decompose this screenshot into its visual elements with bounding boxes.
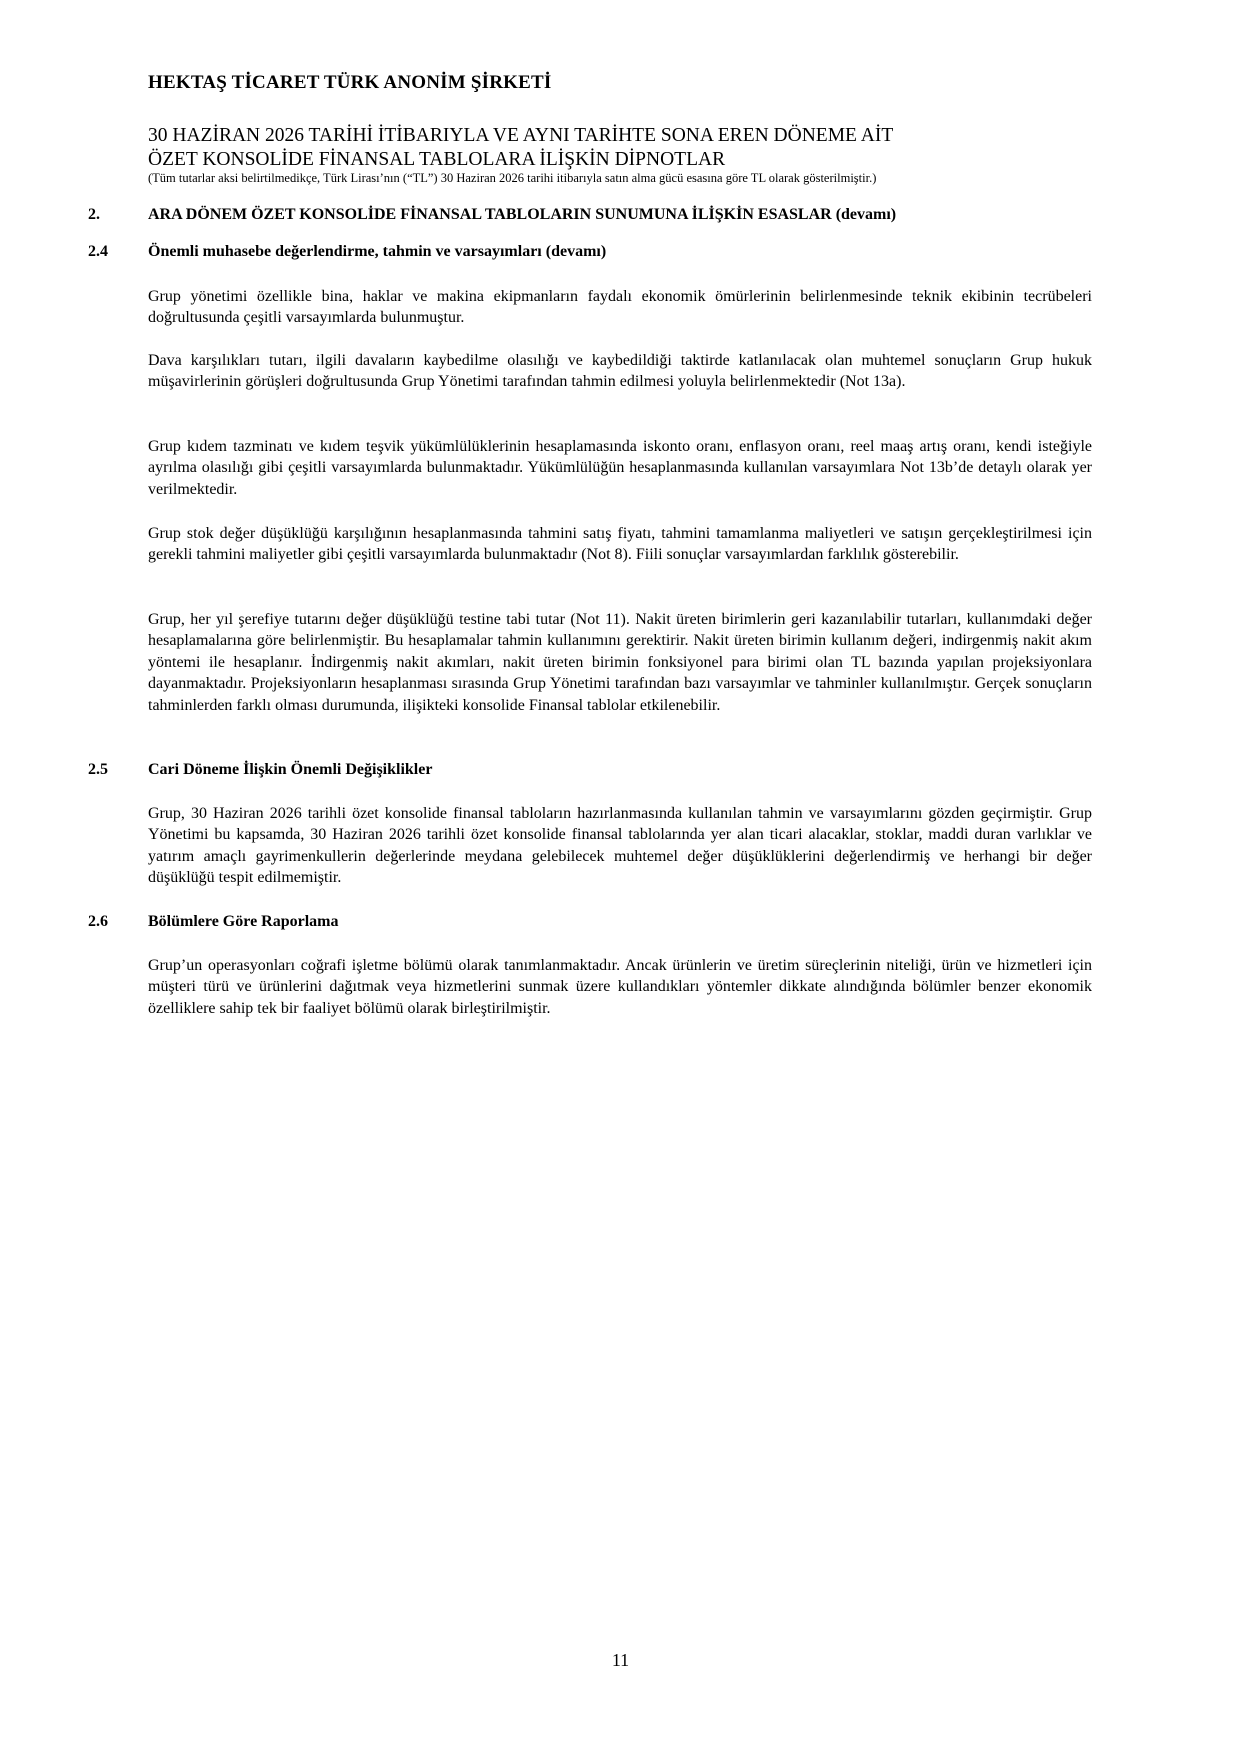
section-2-number: 2. xyxy=(88,206,100,223)
document-title-line-1: 30 HAZİRAN 2026 TARİHİ İTİBARIYLA VE AYNI TARİHTE SONA EREN DÖNEME AİT xyxy=(148,125,894,146)
section-2-6-title: Bölümlere Göre Raporlama xyxy=(148,913,339,930)
section-2-title: ARA DÖNEM ÖZET KONSOLİDE FİNANSAL TABLOLARIN SUNUMUNA İLİŞKİN ESASLAR (devamı) xyxy=(148,206,897,223)
paragraph-2-4-2: Dava karşılıkları tutarı, ilgili davaların kaybedilme olasılığı ve kaybedildiği taktirde katlanılacak olan muhtemel sonuçların Grup hukuk müşavirlerinin görüşleri doğrultusunda Grup Yönetimi tarafından tahmin edilmesi yoluyla belirlenmektedir (Not 13a). xyxy=(148,352,1092,391)
paragraph-2-4-3: Grup kıdem tazminatı ve kıdem teşvik yükümlülüklerinin hesaplamasında iskonto oranı, enflasyon oranı, reel maaş artış oranı, kendi isteğiyle ayrılma olasılığı gibi çeşitli varsayımlarda bulunmaktadır. Yükümlülüğün hesaplanmasında kullanılan varsayımlara Not 13b’de detaylı olarak yer verilmektedir. xyxy=(148,438,1092,498)
section-2-heading xyxy=(88,206,896,224)
currency-note: (Tüm tutarlar aksi belirtilmedikçe, Türk Lirası’nın (“TL”) 30 Haziran 2026 tarihi itibarıyla satın alma gücü esasına göre TL olarak gösterilmiştir.) xyxy=(148,171,877,185)
paragraph-2-6-1: Grup’un operasyonları coğrafi işletme bölümü olarak tanımlanmaktadır. Ancak ürünlerin ve üretim süreçlerinin niteliği, ürün ve hizmetleri için müşteri türü ve ürünlerini dağıtmak veya hizmetlerini sunmak üzere kullandıkları yöntemler dikkate alındığında bölümler benzer ekonomik özelliklere sahip tek bir faaliyet bölümü olarak birleştirilmiştir. xyxy=(148,957,1092,1017)
paragraph-2-4-1: Grup yönetimi özellikle bina, haklar ve makina ekipmanların faydalı ekonomik ömürlerinin belirlenmesinde teknik ekibinin tecrübeleri doğrultusunda çeşitli varsayımlarda bulunmuştur. xyxy=(148,288,1092,327)
company-name: HEKTAŞ TİCARET TÜRK ANONİM ŞİRKETİ xyxy=(148,72,552,93)
paragraph-2-5-1: Grup, 30 Haziran 2026 tarihli özet konsolide finansal tabloların hazırlanmasında kullanılan tahmin ve varsayımlarını gözden geçirmiştir. Grup Yönetimi bu kapsamda, 30 Haziran 2026 tarihli özet konsolide finansal tablolarında yer alan ticari alacaklar, stoklar, maddi duran varlıklar ve yatırım amaçlı gayrimenkullerin değerlerinde meydana gelebilecek muhtemel değer düşüklüklerini değerlendirmiş ve herhangi bir değer düşüklüğü tespit edilmemiştir. xyxy=(148,805,1092,887)
document-title-line-2: ÖZET KONSOLİDE FİNANSAL TABLOLARA İLİŞKİN DİPNOTLAR xyxy=(148,149,726,170)
section-2-5-number: 2.5 xyxy=(88,761,108,778)
document-title xyxy=(148,124,893,172)
paragraph-2-4-4: Grup stok değer düşüklüğü karşılığının hesaplanmasında tahmini satış fiyatı, tahmini tamamlanma maliyetleri ve satışın gerçekleştirilmesi için gerekli tahmini maliyetler gibi çeşitli varsayımlarda bulunmaktadır (Not 8). Fiili sonuçlar varsayımlardan farklılık gösterebilir. xyxy=(148,525,1092,564)
section-2-4-title: Önemli muhasebe değerlendirme, tahmin ve varsayımları (devamı) xyxy=(148,243,607,260)
section-2-4-number: 2.4 xyxy=(88,243,108,260)
section-2-6-heading xyxy=(88,913,339,931)
section-2-5-heading xyxy=(88,761,432,779)
paragraph-2-4-5: Grup, her yıl şerefiye tutarını değer düşüklüğü testine tabi tutar (Not 11). Nakit üreten birimlerin geri kazanılabilir tutarları, kullanımdaki değer hesaplamalarına göre belirlenmiştir. Bu hesaplamalar tahmin kullanımını gerektirir. Nakit üreten birimin kullanım değeri, indirgenmiş nakit akım yöntemi ile hesaplanır. İndirgenmiş nakit akımları, nakit üreten birimin fonksiyonel para birimi olan TL bazında yapılan projeksiyonlara dayanmaktadır. Projeksiyonların hesaplanması sırasında Grup Yönetimi tarafından bazı varsayımlar ve tahminler kullanılmıştır. Gerçek sonuçların tahminlerden farklı olması durumunda, ilişikteki konsolide Finansal tablolar etkilenebilir. xyxy=(148,611,1092,714)
section-2-6-number: 2.6 xyxy=(88,913,108,930)
page-number: 11 xyxy=(611,1650,630,1670)
section-2-5-title: Cari Döneme İlişkin Önemli Değişiklikler xyxy=(148,761,433,778)
section-2-4-heading xyxy=(88,243,606,261)
